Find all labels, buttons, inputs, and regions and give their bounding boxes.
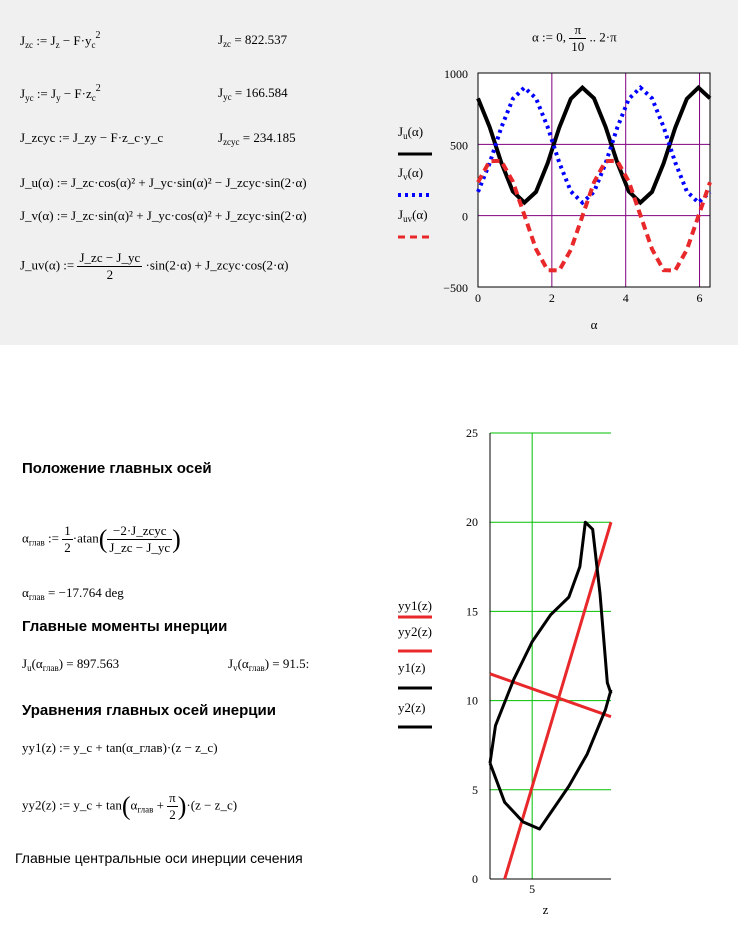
yy1-definition: yy1(z) := y_c + tan(α_глав)·(z − z_c): [22, 740, 218, 755]
legend-y2-label: y2(z): [398, 700, 426, 715]
jyc-definition: $J_{yc}$ := $J_y - F\cdot z_c^2$: [20, 83, 101, 103]
legend-jv-label: $J_v(\alpha)$: [398, 165, 424, 182]
alpha-range: α := 0, $\frac{\pi}{10}$ .. 2·π: [532, 22, 617, 54]
ju-main-result: $J_u(\alpha_{глав}) = 897.563$: [22, 656, 120, 673]
y-tick-label: 1000: [444, 67, 468, 81]
jzc-result: $J_{zc} = 822.537$: [218, 32, 288, 49]
legend-yy2-label: yy2(z): [398, 624, 432, 639]
jv-definition: J_v(α) := J_zc·sin(α)² + J_yc·cos(α)² + J_zcyc·sin(2·α): [20, 208, 307, 223]
x-tick-label: 4: [622, 291, 629, 305]
jzcyc-definition: J_zcyc := J_zy − F·z_c·y_c: [20, 130, 164, 145]
y-tick-label: 5: [472, 782, 478, 797]
jzc-definition: $J_{zc}$ := $J_z - F\cdot y_c^2$: [20, 30, 101, 50]
y-tick-label: 0: [462, 209, 468, 224]
y-tick-label: 10: [466, 693, 478, 708]
legend-yy1-label: yy1(z): [398, 598, 432, 613]
ju-definition: J_u(α) := J_zc·cos(α)² + J_yc·sin(α)² − J_zcyc·sin(2·α): [20, 175, 307, 190]
x-tick-label: 2: [548, 291, 555, 305]
juv-definition: J_uv(α) := $\frac{J\_zc - J\_yc}{2}$ ·sin(2·α) + J_zcyc·cos(2·α): [20, 250, 289, 282]
legend-ju-label: $J_u(\alpha)$: [398, 124, 424, 141]
legend-juv-label: $J_{uv}(\alpha)$: [398, 207, 428, 224]
y-tick-label: 0: [472, 872, 478, 886]
y-tick-label: 25: [466, 426, 478, 440]
legend-y1-label: y1(z): [398, 660, 426, 675]
jzcyc-result: $J_{zcyc} = 234.185$: [218, 130, 296, 147]
yy2-definition: yy2(z) := y_c + $\tan(\alpha_{глав}$ + $\frac{\pi}{2}$ )·(z − z_c): [22, 790, 238, 822]
y-tick-label: 20: [466, 515, 478, 530]
jv-main-result: $J_v(\alpha_{глав}) = 91.5$:: [228, 656, 310, 673]
axis-equations-heading: Уравнения главных осей инерции: [22, 702, 276, 719]
x-axis-label: z: [542, 902, 549, 917]
y-tick-label: −500: [443, 281, 468, 295]
alpha-main-definition: $\alpha_{глав}$ := $\frac{1}{2}$ ·atan( $\frac{\text{−2·J\_zcyc}}{J\_zc - J\_yc}$ ): [22, 523, 181, 555]
x-axis-label: α: [590, 317, 598, 332]
y-tick-label: 500: [450, 138, 468, 153]
figure-caption: Главные центральные оси инерции сечения: [15, 850, 303, 866]
x-tick-label: 0: [475, 291, 481, 305]
alpha-main-result: $\alpha_{глав} = -17.764$ deg: [22, 585, 124, 602]
principal-axes-heading: Положение главных осей: [22, 460, 212, 477]
jyc-result: $J_{yc} = 166.584$: [218, 85, 288, 102]
x-tick-label: 6: [696, 291, 703, 305]
principal-moments-heading: Главные моменты инерции: [22, 618, 228, 635]
x-tick-label: 5: [529, 882, 536, 896]
y-tick-label: 15: [466, 604, 478, 619]
